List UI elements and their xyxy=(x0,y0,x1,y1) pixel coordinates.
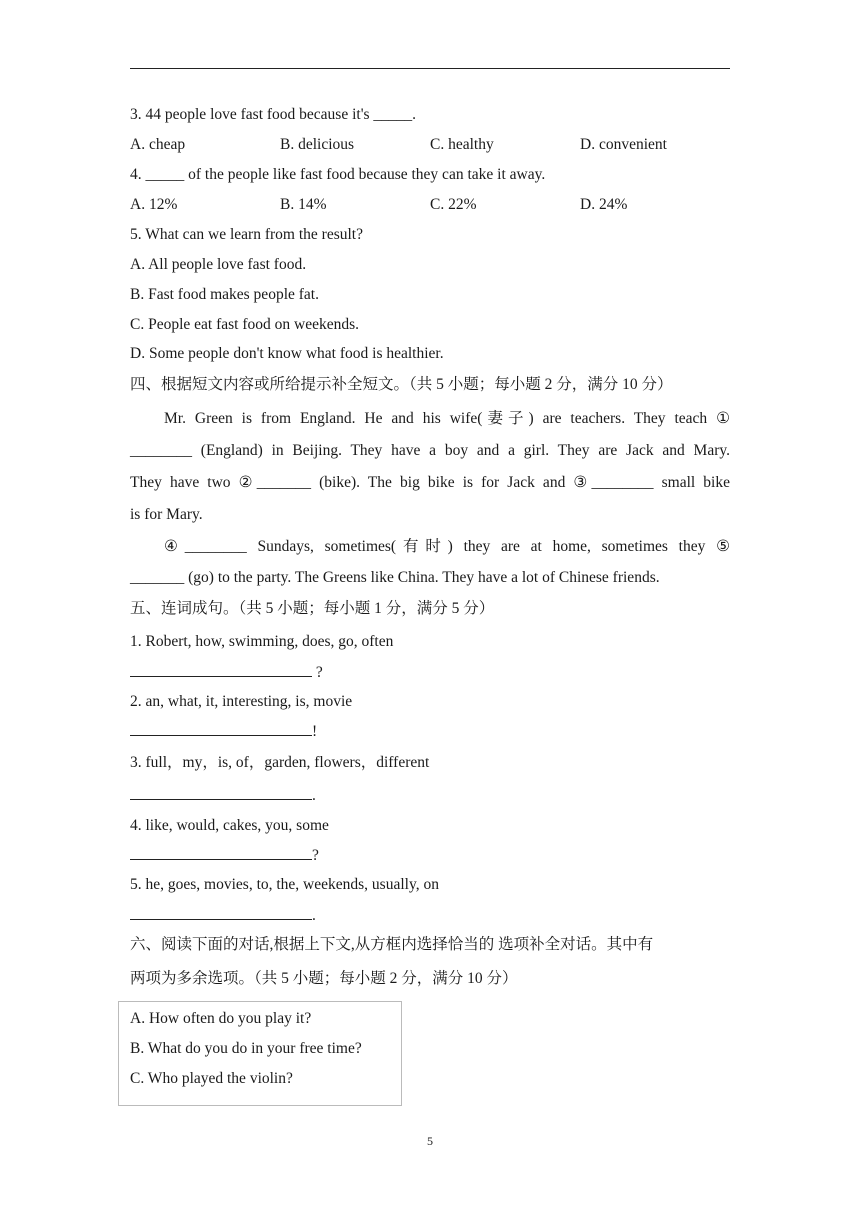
answer-end-mark: . xyxy=(312,787,316,804)
reorder-item-4-answer xyxy=(130,845,319,866)
reorder-item-2-words: 2. an, what, it, interesting, is, movie xyxy=(130,693,353,710)
answer-blank xyxy=(130,845,312,860)
answer-blank xyxy=(130,785,312,800)
reorder-item-4-words: 4. like, would, cakes, you, some xyxy=(130,817,329,834)
question-3-option-d: D. convenient xyxy=(580,136,667,153)
reorder-item-3-words: 3. full，my，is, of，garden, flowers，different xyxy=(130,754,430,771)
question-4-option-d: D. 24% xyxy=(580,196,628,213)
question-5-option-c: C. People eat fast food on weekends. xyxy=(130,316,359,333)
page-number: 5 xyxy=(427,1134,433,1148)
passage-line-4: is for Mary. xyxy=(130,506,203,523)
answer-blank xyxy=(130,905,312,920)
reorder-item-1-answer xyxy=(130,662,323,683)
reorder-item-1-words: 1. Robert, how, swimming, does, go, often xyxy=(130,633,394,650)
passage-line-1: Mr. Green is from England. He and his wife(妻子) are teachers. They teach ① xyxy=(164,410,730,427)
question-5-stem: 5. What can we learn from the result? xyxy=(130,226,363,243)
question-4-option-c: C. 22% xyxy=(430,196,477,213)
answer-end-mark: ! xyxy=(312,723,318,740)
question-4-stem: 4. _____ of the people like fast food because they can take it away. xyxy=(130,166,546,183)
passage-line-5: ④________ Sundays, sometimes(有时) they are at home, sometimes they ⑤ xyxy=(164,538,730,555)
section-6-heading-line-1: 六、阅读下面的对话,根据上下文,从方框内选择恰当的 选项补全对话。其中有 xyxy=(130,936,654,953)
passage-line-6: _______ (go) to the party. The Greens like China. They have a lot of Chinese friends. xyxy=(130,569,660,586)
passage-line-3: They have two ②_______ (bike). The big bike is for Jack and ③________ small bike xyxy=(130,474,730,491)
reorder-item-3-answer xyxy=(130,785,316,806)
question-4-option-b: B. 14% xyxy=(280,196,327,213)
box-option-c: C. Who played the violin? xyxy=(130,1070,293,1087)
answer-blank xyxy=(130,662,312,677)
question-4-option-a: A. 12% xyxy=(130,196,178,213)
header-rule xyxy=(130,68,730,69)
question-3-option-b: B. delicious xyxy=(280,136,355,153)
reorder-item-5-answer xyxy=(130,905,316,926)
section-4-heading: 四、根据短文内容或所给提示补全短文。（共 5 小题；每小题 2 分，满分 10 分） xyxy=(130,376,673,393)
box-option-a: A. How often do you play it? xyxy=(130,1010,312,1027)
reorder-item-2-answer xyxy=(130,721,317,742)
passage-line-2: ________ (England) in Beijing. They have a boy and a girl. They are Jack and Mary. xyxy=(130,442,730,459)
question-5-option-b: B. Fast food makes people fat. xyxy=(130,286,319,303)
answer-end-mark: . xyxy=(312,907,316,924)
section-5-heading: 五、连词成句。（共 5 小题；每小题 1 分，满分 5 分） xyxy=(130,600,495,617)
question-3-option-c: C. healthy xyxy=(430,136,494,153)
reorder-item-5-words: 5. he, goes, movies, to, the, weekends, usually, on xyxy=(130,876,439,893)
question-3-stem: 3. 44 people love fast food because it's _____. xyxy=(130,106,417,123)
box-option-b: B. What do you do in your free time? xyxy=(130,1040,362,1057)
question-5-option-a: A. All people love fast food. xyxy=(130,256,307,273)
question-3-option-a: A. cheap xyxy=(130,136,186,153)
question-5-option-d: D. Some people don't know what food is healthier. xyxy=(130,345,444,362)
answer-end-mark: ? xyxy=(312,664,323,681)
section-6-heading-line-2: 两项为多余选项。（共 5 小题；每小题 2 分，满分 10 分） xyxy=(130,970,518,987)
answer-blank xyxy=(130,721,312,736)
answer-end-mark: ? xyxy=(312,847,319,864)
